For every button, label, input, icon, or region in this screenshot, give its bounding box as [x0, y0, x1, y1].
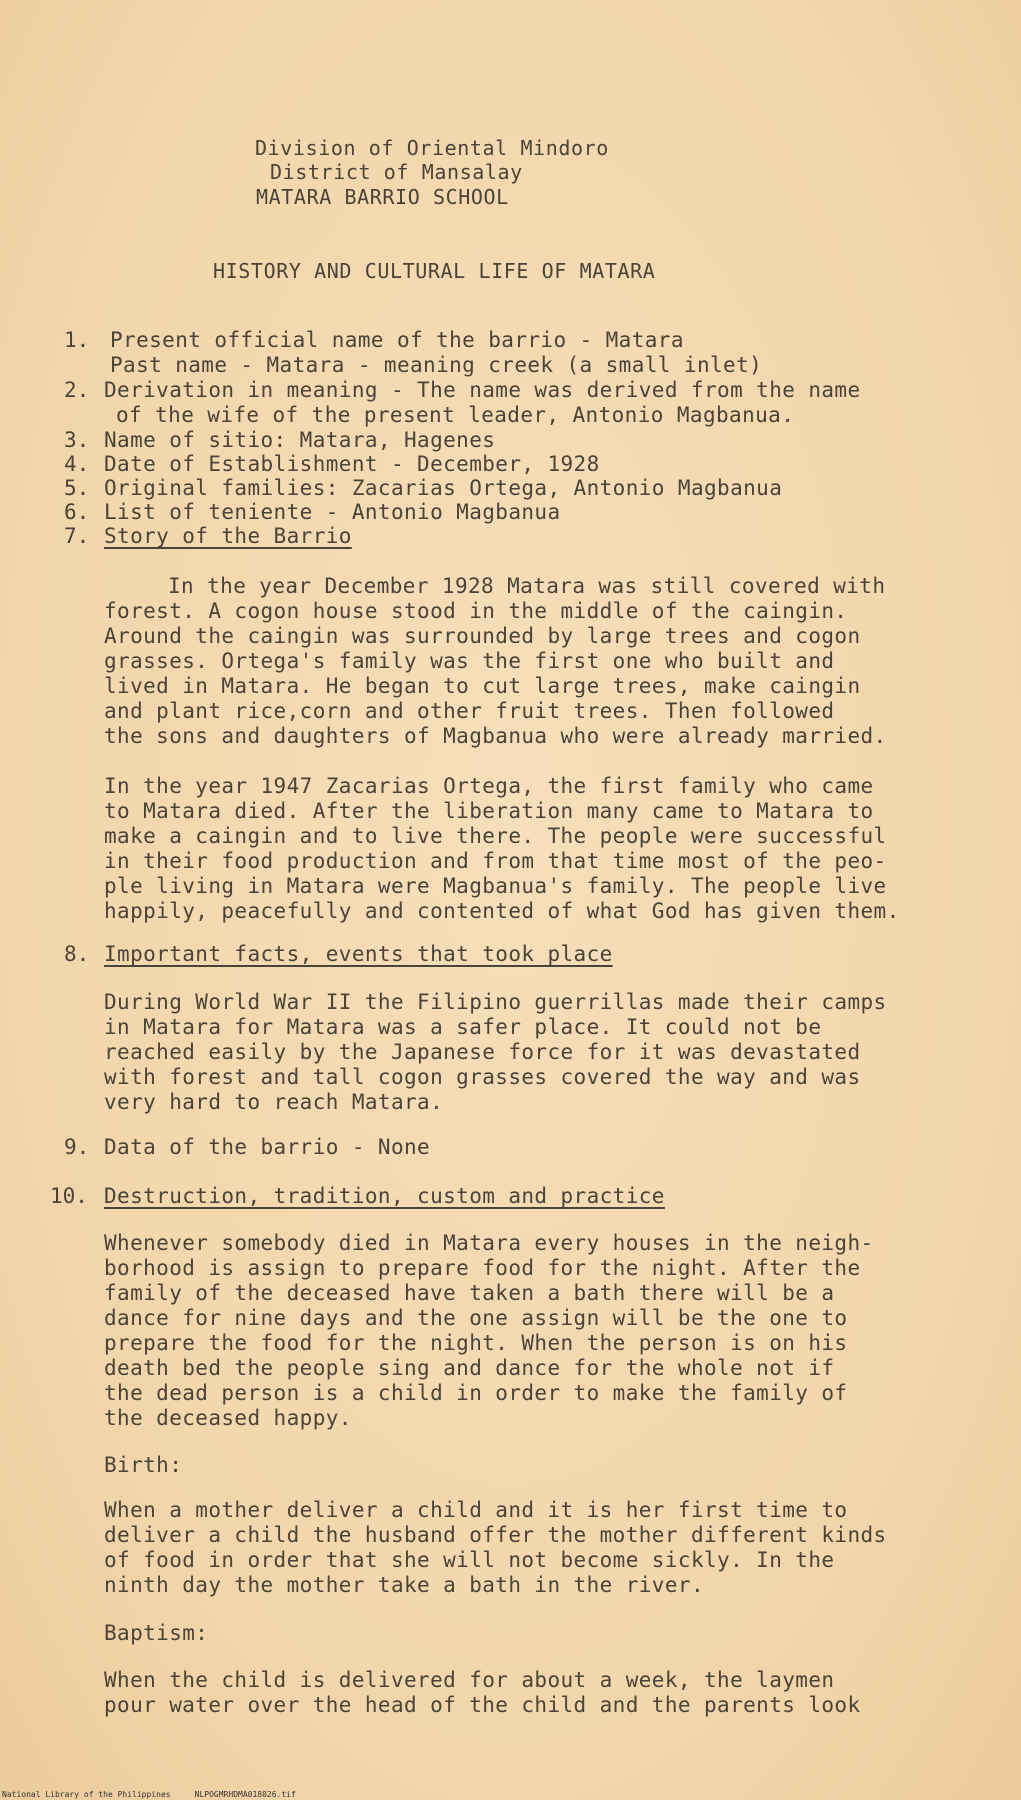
custom-line: borhood is assign to prepare food for the night. After the: [104, 1256, 861, 1280]
custom-line: the deceased happy.: [104, 1406, 352, 1430]
item-line: Derivation in meaning - The name was derived from the name: [104, 378, 861, 402]
story-p2-line: in their food production and from that time most of the peo-: [104, 849, 887, 873]
item-line: List of teniente - Antonio Magbanua: [104, 500, 561, 524]
item-line: of the wife of the present leader, Antonio Magbanua.: [116, 403, 795, 427]
document-title: HISTORY AND CULTURAL LIFE OF MATARA: [213, 259, 656, 283]
item-number: 4.: [64, 452, 90, 476]
scan-footer: National Library of the Philippines NLPOGMRHDMA018026.tif: [2, 1790, 296, 1799]
birth-line: deliver a child the husband offer the mother different kinds: [104, 1523, 887, 1547]
item-line: Date of Establishment - December, 1928: [104, 452, 600, 476]
item-number: 2.: [64, 378, 90, 402]
data-of-barrio: Data of the barrio - None: [104, 1135, 431, 1159]
important-facts-heading: Important facts, events that took place: [104, 942, 613, 966]
story-p1-line: In the year December 1928 Matara was still covered with: [168, 574, 886, 598]
item-number: 1.: [64, 328, 90, 352]
story-p1-line: grasses. Ortega's family was the first one who built and: [104, 649, 835, 673]
item-line: Past name - Matara - meaning creek (a small inlet): [110, 353, 763, 377]
facts-line: with forest and tall cogon grasses covered the way and was: [104, 1065, 861, 1089]
item-number: 5.: [64, 476, 90, 500]
item-number: 7.: [64, 524, 90, 548]
item-line: Original families: Zacarias Ortega, Antonio Magbanua: [104, 476, 783, 500]
item-number: 8.: [64, 942, 90, 966]
header-school: MATARA BARRIO SCHOOL: [256, 185, 509, 209]
facts-line: in Matara for Matara was a safer place. It could not be: [104, 1015, 822, 1039]
custom-line: dance for nine days and the one assign will be the one to: [104, 1306, 848, 1330]
story-p2-line: ple living in Matara were Magbanua's family. The people live: [104, 874, 887, 898]
item-number: 3.: [64, 428, 90, 452]
item-line: Present official name of the barrio - Matara: [110, 328, 684, 352]
birth-line: ninth day the mother take a bath in the river.: [104, 1573, 704, 1597]
facts-line: During World War II the Filipino guerrillas made their camps: [104, 990, 887, 1014]
story-p1-line: Around the caingin was surrounded by large trees and cogon: [104, 624, 861, 648]
baptism-line: pour water over the head of the child and the parents look: [104, 1693, 861, 1717]
item-line-story-heading: Story of the Barrio: [104, 524, 352, 548]
story-p2-line: happily, peacefully and contented of what God has given them.: [104, 899, 900, 923]
baptism-heading: Baptism:: [104, 1621, 209, 1645]
custom-line: death bed the people sing and dance for the whole not if: [104, 1356, 835, 1380]
story-p2-line: make a caingin and to live there. The people were successful: [104, 824, 887, 848]
header-division: Division of Oriental Mindoro: [255, 136, 609, 160]
item-number: 10.: [50, 1184, 88, 1208]
birth-heading: Birth:: [104, 1453, 183, 1477]
facts-line: reached easily by the Japanese force for it was devastated: [104, 1040, 861, 1064]
story-p1-line: lived in Matara. He began to cut large trees, make caingin: [104, 674, 861, 698]
item-line: Name of sitio: Matara, Hagenes: [104, 428, 496, 452]
facts-line: very hard to reach Matara.: [104, 1090, 444, 1114]
story-p2-line: In the year 1947 Zacarias Ortega, the first family who came: [104, 774, 874, 798]
custom-line: the dead person is a child in order to make the family of: [104, 1381, 848, 1405]
story-p1-line: and plant rice,corn and other fruit trees. Then followed: [104, 699, 835, 723]
baptism-line: When the child is delivered for about a week, the laymen: [104, 1668, 835, 1692]
birth-line: of food in order that she will not become sickly. In the: [104, 1548, 835, 1572]
custom-line: Whenever somebody died in Matara every houses in the neigh-: [104, 1231, 874, 1255]
story-p2-line: to Matara died. After the liberation many came to Matara to: [104, 799, 874, 823]
header-district: District of Mansalay: [270, 160, 523, 184]
story-p1-line: forest. A cogon house stood in the middle of the caingin.: [104, 599, 848, 623]
story-p1-line: the sons and daughters of Magbanua who were already married.: [104, 724, 887, 748]
item-number: 6.: [64, 500, 90, 524]
custom-heading: Destruction, tradition, custom and practice: [104, 1184, 665, 1208]
item-number: 9.: [64, 1135, 90, 1159]
custom-line: prepare the food for the night. When the person is on his: [104, 1331, 848, 1355]
custom-line: family of the deceased have taken a bath there will be a: [104, 1281, 835, 1305]
birth-line: When a mother deliver a child and it is her first time to: [104, 1498, 848, 1522]
